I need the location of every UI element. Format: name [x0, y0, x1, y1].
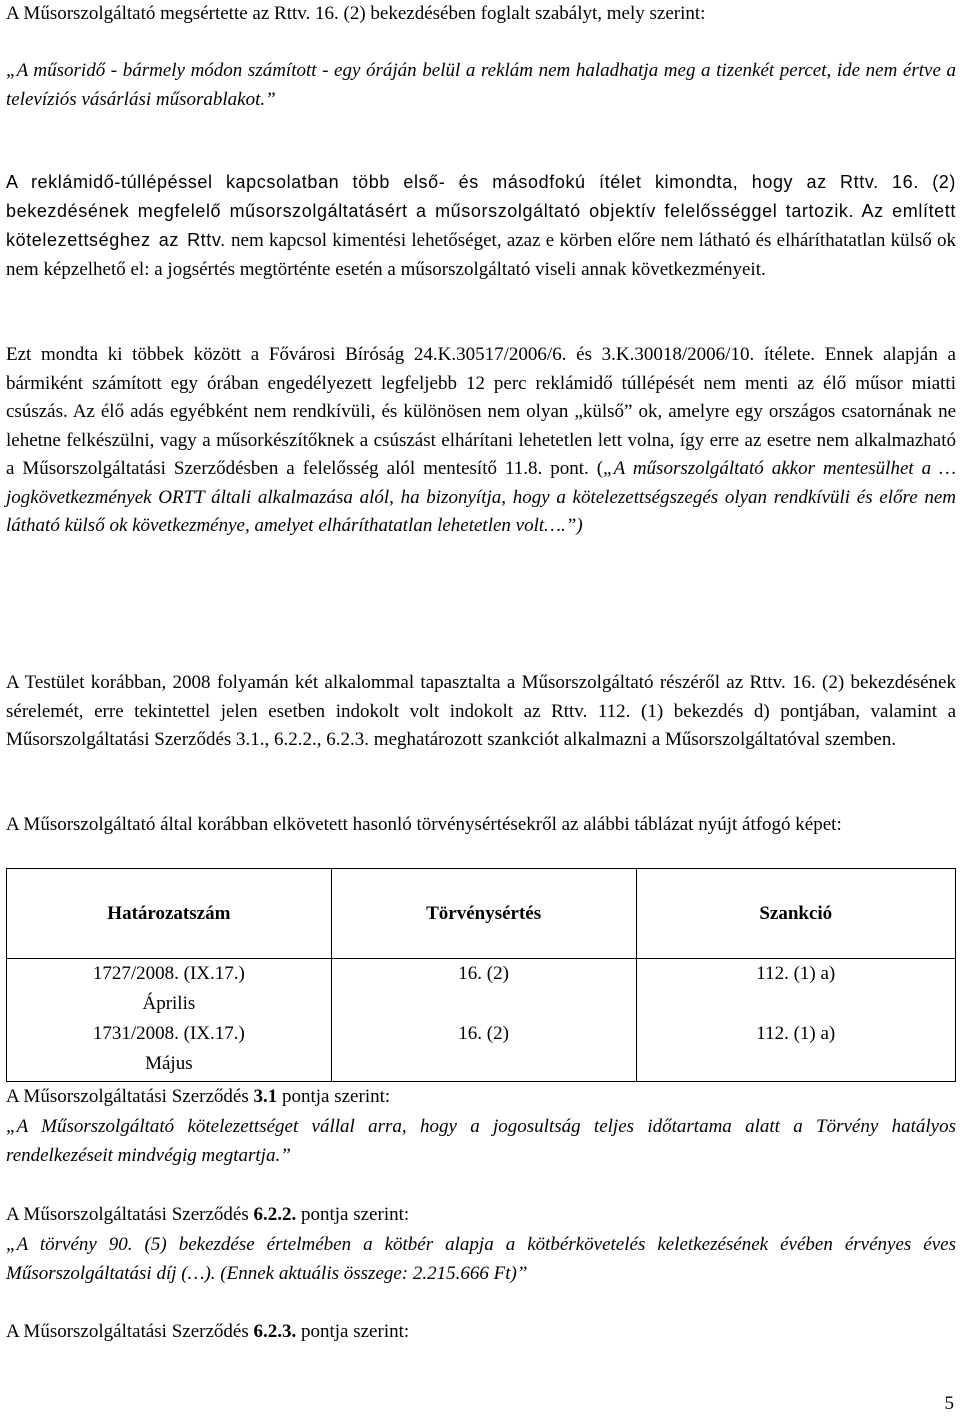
contract-6-2-3-pre: A Műsorszolgáltatási Szerződés: [6, 1321, 254, 1342]
decision-month: Április: [142, 993, 196, 1014]
table-header-decision: Határozatszám: [7, 869, 332, 959]
paragraph-violation: A Műsorszolgáltató megsértette az Rttv. 16. (2) bekezdésében foglalt szabályt, mely szerint:: [6, 3, 706, 24]
quote-law-text: „A műsoridő - bármely módon számított - egy óráján belül a reklám nem haladhatja meg a tizenkét percet, ide nem értve a televíziós vásárlási műsorablakot.”: [6, 60, 956, 110]
contract-6-2-2-post: pontja szerint:: [296, 1204, 410, 1225]
quote-contract-6-2-2: „A törvény 90. (5) bekezdése értelmében a kötbér alapja a kötbérkövetelés keletkezésének évében érvényes éves Műsorszolgáltatási díj (…). (Ennek aktuális összege: 2.215.666 Ft)”: [6, 1234, 956, 1284]
paragraph-testulet: A Testület korábban, 2008 folyamán két alkalommal tapasztalta a Műsorszolgáltató részéről az Rttv. 16. (2) bekezdésének sérelemét, erre tekintettel jelen esetben indokolt volt indokolt az Rttv. 112. (1) bekezdés d) pontjában, valamint a Műsorszolgáltatási Szerződés 3.1., 6.2.2., 6.2.3. meghatározott szankciót alkalmazni a Műsorszolgáltatóval szemben.: [6, 672, 956, 750]
table-cell-decision: [7, 1019, 332, 1082]
decision-month: Május: [145, 1053, 193, 1074]
decision-number: 1731/2008. (IX.17.): [92, 1023, 245, 1044]
table-cell-violation: 16. (2): [331, 959, 636, 1020]
table-cell-violation: 16. (2): [331, 1019, 636, 1082]
contract-3-1-post: pontja szerint:: [277, 1086, 391, 1107]
table-header-violation: Törvénysértés: [331, 869, 636, 959]
court-rulings-lead: A reklámidő-túllépéssel kapcsolatban több első- és másodfokú ítélet kimondta, hogy az Rttv. 16. (2) bekezdésének megfelelő műsorszolgáltatásért a műsorszolgáltató objektív felelősséggel tartozik. Az említett kötelezettséghez az Rttv.: [6, 172, 956, 250]
paragraph-contract-3-1: [6, 1083, 956, 1112]
contract-6-2-2-number: 6.2.2.: [253, 1204, 297, 1225]
quote-contract-3-1: „A Műsorszolgáltató kötelezettséget vállal arra, hogy a jogosultság teljes időtartama alatt a Törvény hatályos rendelkezéseit mindvégig megtartja.”: [6, 1116, 956, 1166]
paragraph-fovarosi-birosag: [6, 341, 956, 541]
contract-6-2-2-pre: A Műsorszolgáltatási Szerződés: [6, 1204, 254, 1225]
table-header-row: [7, 869, 956, 959]
fovarosi-rest: Ennek alapján a bármiként számított egy órában engedélyezett legfeljebb 12 perc reklámidő túllépését nem menti az élő műsor miatti csúszás. Az élő adás egyébként nem rendkívüli, és különösen nem olyan „külső” ok, amelyre egy országos csatornának ne lehetne felkészülni, vagy a műsorkészítőknek a csúszást elhárítani lehetetlen lett volna, így erre az esetre nem alkalmazható a Műsorszolgáltatási Szerződésben a felelősség alól mentesítő 11.8. pont. (: [6, 344, 956, 479]
contract-6-2-3-number: 6.2.3.: [253, 1321, 297, 1342]
table-cell-sanction: 112. (1) a): [636, 1019, 955, 1082]
table-row: [7, 959, 956, 1020]
table-cell-decision: [7, 959, 332, 1020]
contract-3-1-number: 3.1: [253, 1086, 278, 1107]
court-rulings-rest: nem kapcsol kimentési lehetőséget, azaz e körben előre nem látható és elháríthatatlan külső ok nem képzelhető el: a jogsértés megtörténte esetén a műsorszolgáltató viseli annak következményeit.: [6, 229, 956, 281]
page-number: 5: [944, 1393, 954, 1414]
paragraph-table-intro: A Műsorszolgáltató által korábban elkövetett hasonló törvénysértésekről az alábbi táblázat nyújt átfogó képet:: [6, 814, 842, 835]
fovarosi-quote: „A műsorszolgáltató akkor mentesülhet a … jogkövetkezmények ORTT általi alkalmazása alól, ha bizonyítja, hogy a kötelezettségszegés olyan rendkívüli és előre nem látható külső ok következménye, amelyet elháríthatatlan lehetetlen volt….”): [6, 458, 957, 536]
violations-table: [6, 868, 956, 1082]
paragraph-contract-6-2-3: [6, 1318, 956, 1347]
decision-number: 1727/2008. (IX.17.): [92, 963, 245, 984]
contract-3-1-pre: A Műsorszolgáltatási Szerződés: [6, 1086, 254, 1107]
contract-6-2-3-post: pontja szerint:: [296, 1321, 410, 1342]
paragraph-court-rulings: [6, 168, 956, 285]
paragraph-contract-6-2-2: [6, 1201, 956, 1230]
table-row: [7, 1019, 956, 1082]
table-cell-sanction: 112. (1) a): [636, 959, 955, 1020]
fovarosi-lead: Ezt mondta ki többek között a Fővárosi Bíróság 24.K.30517/2006/6. és 3.K.30018/2006/10. ítélete.: [6, 344, 816, 365]
table-header-sanction: Szankció: [636, 869, 955, 959]
